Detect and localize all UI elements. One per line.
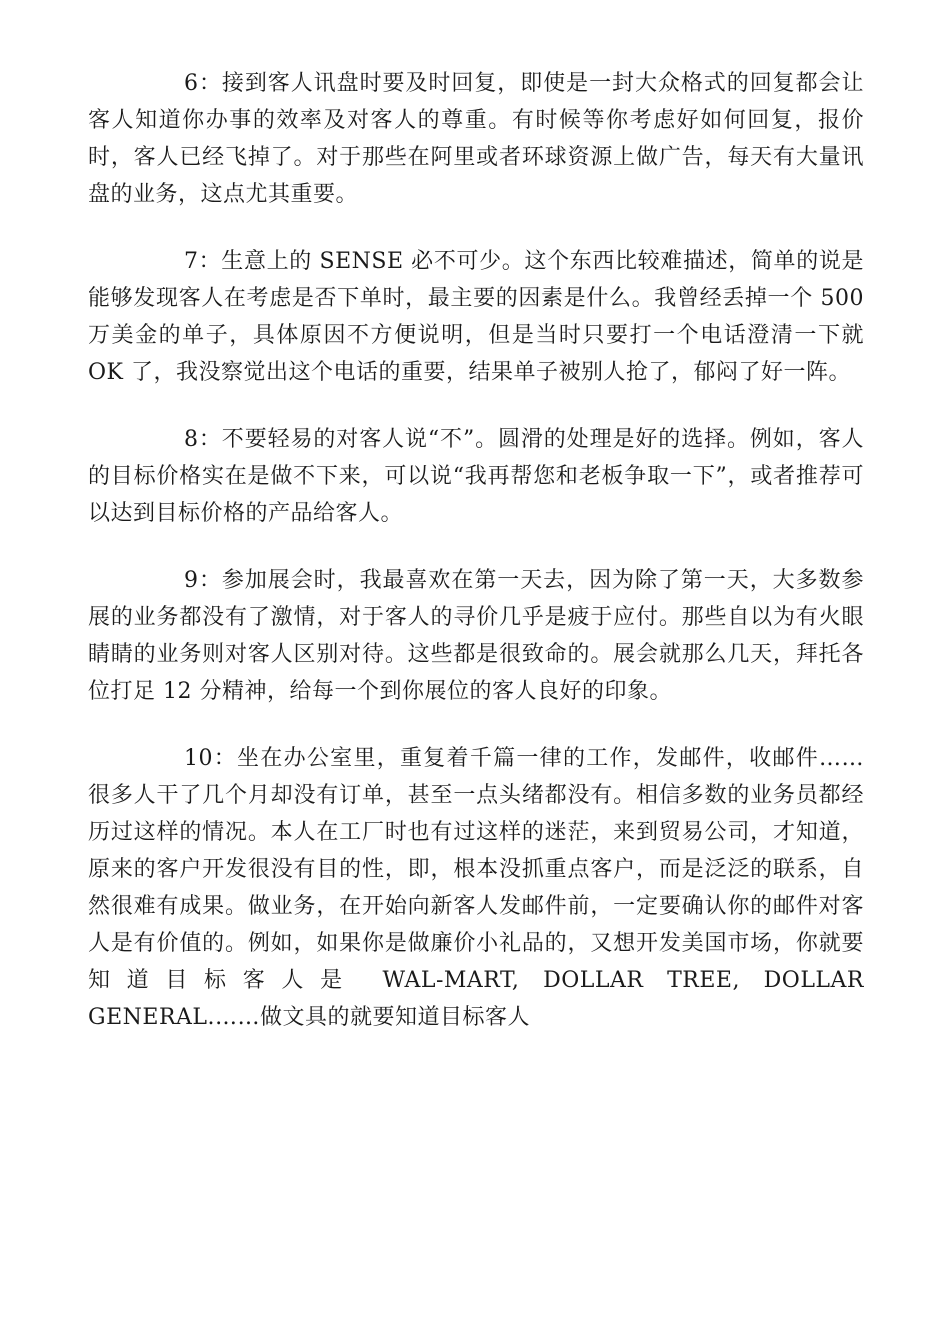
paragraph-tip-6: 6：接到客人讯盘时要及时回复，即使是一封大众格式的回复都会让客人知道你办事的效率及对客人的尊重。有时候等你考虑好如何回复，报价时，客人已经飞掉了。对于那些在阿里或者环球资源上做广告，每天有大量讯盘的业务，这点尤其重要。 [88, 71, 864, 207]
paragraph-tip-8: 8：不要轻易的对客人说“不”。圆滑的处理是好的选择。例如，客人的目标价格实在是做不下来，可以说“我再帮您和老板争取一下”，或者推荐可以达到目标价格的产品给客人。 [88, 427, 864, 526]
document-page [88, 65, 864, 1066]
paragraph-tip-9: 9：参加展会时，我最喜欢在第一天去，因为除了第一天，大多数参展的业务都没有了激情，对于客人的寻价几乎是疲于应付。那些自以为有火眼睛睛的业务则对客人区别对待。这些都是很致命的。展会就那么几天，拜托各位打足 12 分精神，给每一个到你展位的客人良好的印象。 [88, 568, 864, 704]
paragraph-tip-7: 7：生意上的 SENSE 必不可少。这个东西比较难描述，简单的说是能够发现客人在考虑是否下单时，最主要的因素是什么。我曾经丢掉一个 500 万美金的单子，具体原因不方便说明，但是当时只要打一个电话澄清一下就 OK 了，我没察觉出这个电话的重要，结果单子被别人抢了，郁闷了好一阵。 [88, 249, 864, 385]
paragraph-tip-10: 10：坐在办公室里，重复着千篇一律的工作，发邮件，收邮件……很多人干了几个月却没有订单，甚至一点头绪都没有。相信多数的业务员都经历过这样的情况。本人在工厂时也有过这样的迷茫，来到贸易公司，才知道，原来的客户开发很没有目的性，即，根本没抓重点客户，而是泛泛的联系，自然很难有成果。做业务，在开始向新客人发邮件前，一定要确认你的邮件对客人是有价值的。例如，如果你是做廉价小礼品的，又想开发美国市场，你就要知道目标客人是 WAL-MART, DOLLAR TREE, DOLLAR GENERAL.……做文具的就要知道目标客人 [88, 746, 864, 1030]
